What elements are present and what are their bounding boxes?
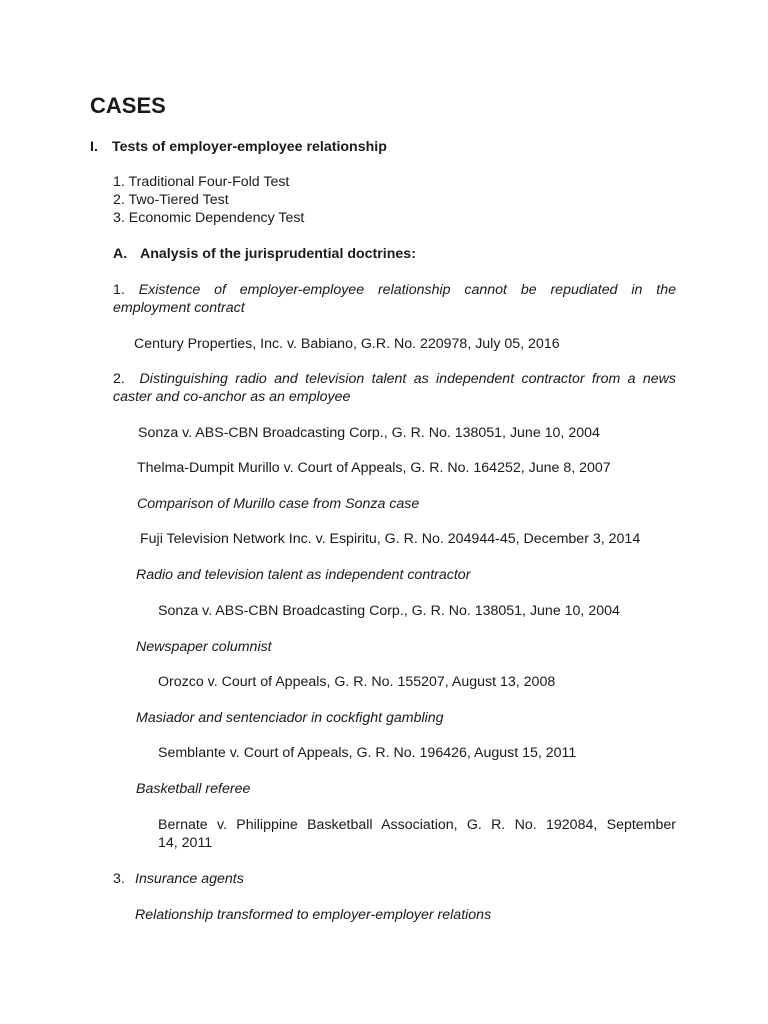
section-heading: Tests of employer-employee relationship [112, 139, 387, 155]
case-citation-line: 14, 2011 [158, 835, 213, 851]
sub-item-label: Radio and television talent as independent contractor [136, 567, 471, 583]
doctrine-1 [113, 281, 676, 317]
subsection-label: A. [113, 246, 128, 262]
case-citation [158, 816, 676, 852]
sub-item-label: Newspaper columnist [136, 639, 272, 655]
case-citation: Fuji Television Network Inc. v. Espiritu, G. R. No. 204944-45, December 3, 2014 [140, 531, 641, 547]
doctrine-text: Insurance agents [135, 871, 244, 887]
subsection-heading: Analysis of the jurisprudential doctrines: [140, 246, 416, 262]
doctrine-text: Existence of employer-employee relationship cannot be repudiated in the [138, 282, 676, 298]
doctrine-text-cont: employment contract [113, 300, 245, 316]
doctrine-number: 3. [113, 871, 125, 887]
page-title: CASES [90, 93, 166, 118]
test-item: 1. Traditional Four-Fold Test [113, 174, 290, 190]
sub-item-label: Basketball referee [136, 781, 251, 797]
section-number: I. [90, 139, 98, 155]
case-citation: Thelma-Dumpit Murillo v. Court of Appeals, G. R. No. 164252, June 8, 2007 [137, 460, 611, 476]
doctrine-2 [113, 370, 676, 406]
doctrine-number: 1. [113, 282, 125, 298]
case-citation: Semblante v. Court of Appeals, G. R. No. 196426, August 15, 2011 [158, 745, 577, 761]
case-citation: Sonza v. ABS-CBN Broadcasting Corp., G. R. No. 138051, June 10, 2004 [158, 603, 620, 619]
doctrine-text: Distinguishing radio and television talent as independent contractor from a news [139, 371, 676, 387]
comparison-label: Comparison of Murillo case from Sonza case [137, 496, 420, 512]
case-citation-line: Bernate v. Philippine Basketball Association, G. R. No. 192084, September [158, 817, 676, 833]
test-item: 2. Two-Tiered Test [113, 192, 229, 208]
case-citation: Sonza v. ABS-CBN Broadcasting Corp., G. R. No. 138051, June 10, 2004 [138, 425, 600, 441]
doctrine-sub-text: Relationship transformed to employer-employer relations [135, 907, 492, 923]
test-item: 3. Economic Dependency Test [113, 210, 305, 226]
sub-item-label: Masiador and sentenciador in cockfight gambling [136, 710, 444, 726]
case-citation: Century Properties, Inc. v. Babiano, G.R. No. 220978, July 05, 2016 [134, 336, 560, 352]
doctrine-number: 2. [113, 371, 125, 387]
case-citation: Orozco v. Court of Appeals, G. R. No. 155207, August 13, 2008 [158, 674, 556, 690]
doctrine-text-cont: caster and co-anchor as an employee [113, 389, 351, 405]
